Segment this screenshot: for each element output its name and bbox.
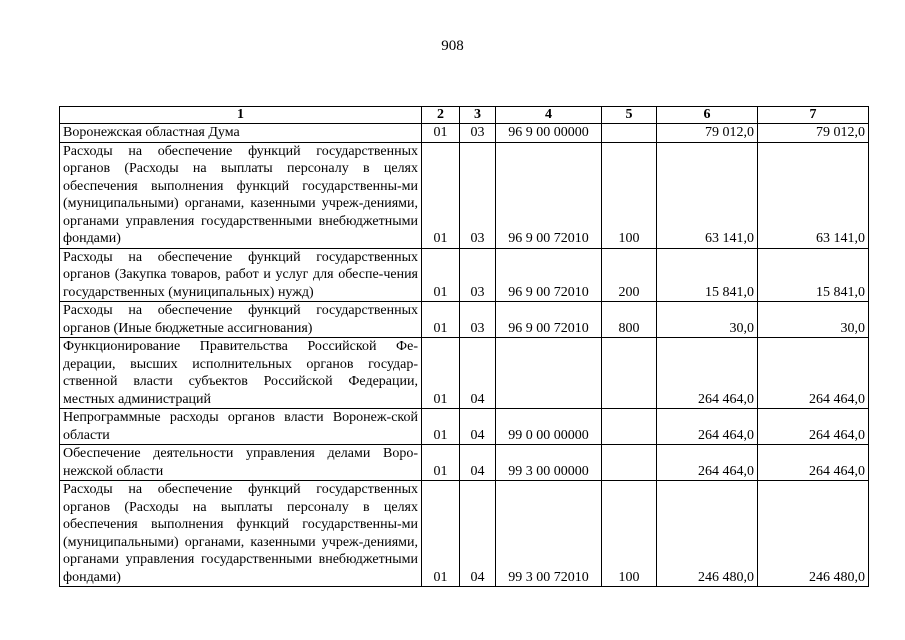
amount-col6-cell: 264 464,0 (657, 445, 758, 481)
column-header: 2 (422, 107, 460, 124)
amount-col6-cell: 264 464,0 (657, 409, 758, 445)
amount-col6-cell: 264 464,0 (657, 338, 758, 409)
amount-col7-cell: 246 480,0 (758, 481, 869, 587)
expense-type-cell (602, 338, 657, 409)
budget-table (59, 106, 869, 587)
target-article-cell: 99 0 00 00000 (496, 409, 602, 445)
subsection-code-cell: 04 (460, 338, 496, 409)
section-code-cell: 01 (422, 142, 460, 248)
target-article-cell: 96 9 00 00000 (496, 124, 602, 143)
table-row (60, 142, 869, 248)
table-row (60, 409, 869, 445)
row-name-cell: Воронежская областная Дума (60, 124, 422, 143)
column-header: 7 (758, 107, 869, 124)
amount-col6-cell: 246 480,0 (657, 481, 758, 587)
subsection-code-cell: 03 (460, 248, 496, 302)
column-header: 5 (602, 107, 657, 124)
table-row (60, 302, 869, 338)
table-row (60, 481, 869, 587)
target-article-cell: 96 9 00 72010 (496, 142, 602, 248)
subsection-code-cell: 04 (460, 409, 496, 445)
row-name-cell: Расходы на обеспечение функций государственных органов (Расходы на выплаты персоналу в целях обеспечения выполнения функций государственны-ми (муниципальными) органами, казенными учреж-дениями, органами управления государственными внебюджетными фондами) (60, 142, 422, 248)
target-article-cell: 99 3 00 00000 (496, 445, 602, 481)
expense-type-cell (602, 409, 657, 445)
subsection-code-cell: 03 (460, 142, 496, 248)
row-name-cell: Расходы на обеспечение функций государственных органов (Иные бюджетные ассигнования) (60, 302, 422, 338)
row-name-cell: Расходы на обеспечение функций государственных органов (Закупка товаров, работ и услуг для обеспе-чения государственных (муниципальных) нужд) (60, 248, 422, 302)
section-code-cell: 01 (422, 338, 460, 409)
expense-type-cell (602, 124, 657, 143)
row-name-cell: Расходы на обеспечение функций государственных органов (Расходы на выплаты персоналу в целях обеспечения выполнения функций государственны-ми (муниципальными) органами, казенными учреж-дениями, органами управления государственными внебюджетными фондами) (60, 481, 422, 587)
subsection-code-cell: 04 (460, 445, 496, 481)
row-name-cell: Обеспечение деятельности управления делами Воро-нежской области (60, 445, 422, 481)
column-header: 3 (460, 107, 496, 124)
section-code-cell: 01 (422, 409, 460, 445)
amount-col7-cell: 264 464,0 (758, 409, 869, 445)
section-code-cell: 01 (422, 445, 460, 481)
subsection-code-cell: 04 (460, 481, 496, 587)
table-body (60, 124, 869, 587)
expense-type-cell: 800 (602, 302, 657, 338)
target-article-cell: 99 3 00 72010 (496, 481, 602, 587)
header-row (60, 107, 869, 124)
section-code-cell: 01 (422, 124, 460, 143)
table-row (60, 338, 869, 409)
amount-col7-cell: 264 464,0 (758, 338, 869, 409)
expense-type-cell (602, 445, 657, 481)
column-header: 6 (657, 107, 758, 124)
subsection-code-cell: 03 (460, 302, 496, 338)
target-article-cell: 96 9 00 72010 (496, 248, 602, 302)
page-number: 908 (441, 38, 464, 54)
expense-type-cell: 100 (602, 142, 657, 248)
subsection-code-cell: 03 (460, 124, 496, 143)
amount-col6-cell: 30,0 (657, 302, 758, 338)
row-name-cell: Непрограммные расходы органов власти Воронеж-ской области (60, 409, 422, 445)
table-row (60, 248, 869, 302)
expense-type-cell: 100 (602, 481, 657, 587)
section-code-cell: 01 (422, 248, 460, 302)
amount-col6-cell: 79 012,0 (657, 124, 758, 143)
amount-col7-cell: 264 464,0 (758, 445, 869, 481)
table-row (60, 124, 869, 143)
section-code-cell: 01 (422, 302, 460, 338)
column-header: 1 (60, 107, 422, 124)
table-header (60, 107, 869, 124)
column-header: 4 (496, 107, 602, 124)
table-row (60, 445, 869, 481)
target-article-cell (496, 338, 602, 409)
row-name-cell: Функционирование Правительства Российской Фе-дерации, высших исполнительных органов государ-ственной власти субъектов Российской Федерации, местных администраций (60, 338, 422, 409)
amount-col7-cell: 79 012,0 (758, 124, 869, 143)
amount-col7-cell: 63 141,0 (758, 142, 869, 248)
amount-col6-cell: 63 141,0 (657, 142, 758, 248)
expense-type-cell: 200 (602, 248, 657, 302)
amount-col6-cell: 15 841,0 (657, 248, 758, 302)
section-code-cell: 01 (422, 481, 460, 587)
amount-col7-cell: 15 841,0 (758, 248, 869, 302)
amount-col7-cell: 30,0 (758, 302, 869, 338)
target-article-cell: 96 9 00 72010 (496, 302, 602, 338)
